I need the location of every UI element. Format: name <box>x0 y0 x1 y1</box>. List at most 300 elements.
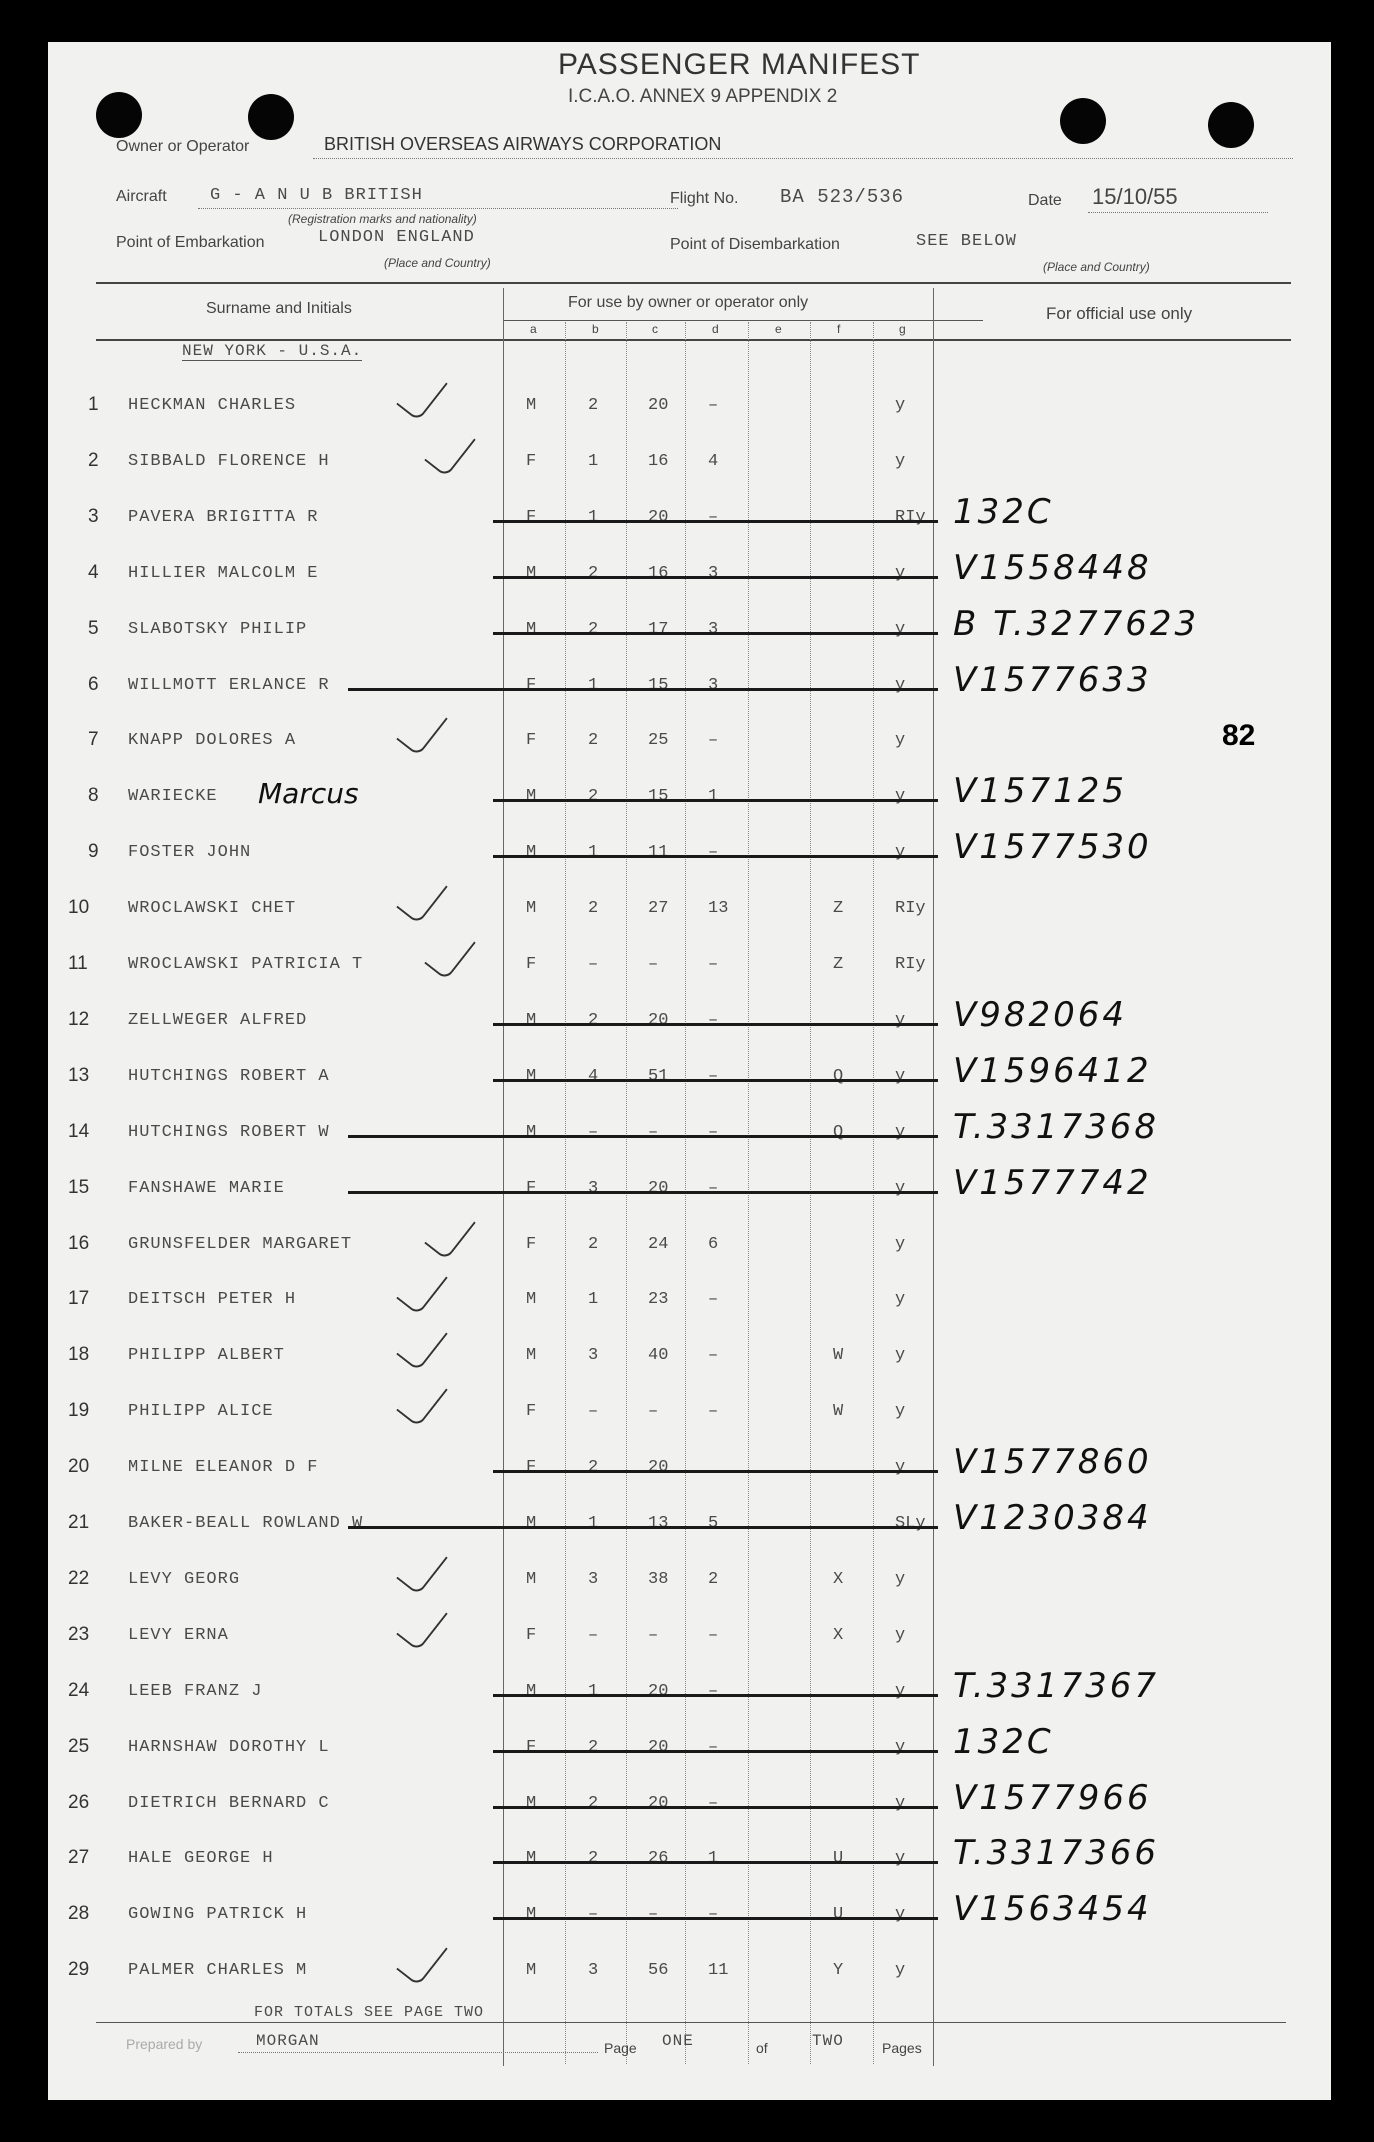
cell-b: – <box>588 955 599 974</box>
passenger-name: LEVY ERNA <box>128 1626 229 1645</box>
official-annotation: T.3317367 <box>953 1666 1159 1706</box>
check-mark <box>396 1372 448 1427</box>
cell-c: – <box>648 1905 659 1924</box>
row-number: 25 <box>68 1736 90 1757</box>
cell-b: 1 <box>588 1290 599 1309</box>
registration-note: (Registration marks and nationality) <box>288 212 477 226</box>
of-label: of <box>756 2040 768 2056</box>
cell-c: – <box>648 1402 659 1421</box>
cell-a: F <box>526 1235 537 1254</box>
cell-c: 25 <box>648 731 669 750</box>
cell-f: Z <box>833 955 844 974</box>
cell-f: X <box>833 1570 844 1589</box>
cell-b: 2 <box>588 1235 599 1254</box>
embark-value: LONDON ENGLAND <box>318 228 475 247</box>
cell-a: M <box>526 843 537 862</box>
cell-b: 2 <box>588 396 599 415</box>
row-number: 11 <box>68 953 88 974</box>
check-mark <box>424 925 476 980</box>
cell-b: – <box>588 1402 599 1421</box>
passenger-name: WARIECKE <box>128 787 218 806</box>
official-annotation: T.3317368 <box>953 1107 1159 1147</box>
check-mark <box>396 869 448 924</box>
owner-label: Owner or Operator <box>116 138 250 155</box>
row-number: 21 <box>68 1512 90 1533</box>
cell-a: M <box>526 1290 537 1309</box>
cell-f: Q <box>833 1067 844 1086</box>
cell-b: 2 <box>588 1794 599 1813</box>
cell-d: – <box>708 1011 719 1030</box>
cell-g: y <box>895 1849 906 1868</box>
cell-f: X <box>833 1626 844 1645</box>
cell-c: 26 <box>648 1849 669 1868</box>
check-mark <box>396 701 448 756</box>
passenger-name: ZELLWEGER ALFRED <box>128 1011 308 1030</box>
passenger-name: LEVY GEORG <box>128 1570 241 1589</box>
cell-g: y <box>895 676 906 695</box>
passenger-name: SLABOTSKY PHILIP <box>128 620 308 639</box>
cell-d: – <box>708 1067 719 1086</box>
row-number: 20 <box>68 1456 90 1477</box>
cell-a: M <box>526 1682 537 1701</box>
cell-g: y <box>895 1738 906 1757</box>
cell-g: y <box>895 1458 906 1477</box>
punch-hole-right-1 <box>1060 98 1106 144</box>
cell-c: 15 <box>648 787 669 806</box>
cell-f: Q <box>833 1123 844 1142</box>
official-annotation: V1577633 <box>953 660 1152 700</box>
cell-d: – <box>708 955 719 974</box>
row-number: 23 <box>68 1624 90 1645</box>
cell-b: 4 <box>588 1067 599 1086</box>
cell-f: U <box>833 1905 844 1924</box>
row-number: 8 <box>88 785 99 806</box>
strike-through-line <box>493 855 938 858</box>
cell-b: – <box>588 1123 599 1142</box>
aircraft-value: G - A N U B BRITISH <box>210 186 423 205</box>
official-annotation: V157125 <box>953 771 1128 811</box>
strike-through-line <box>493 1079 938 1082</box>
cell-g: y <box>895 1794 906 1813</box>
official-header: For official use only <box>1046 304 1193 323</box>
strike-through-line <box>493 1806 938 1809</box>
column-letter-a: a <box>530 322 537 336</box>
row-number: 9 <box>88 841 99 862</box>
cell-d: – <box>708 1290 719 1309</box>
cell-d: 3 <box>708 564 719 583</box>
cell-b: 2 <box>588 1458 599 1477</box>
row-number: 17 <box>68 1288 90 1309</box>
cell-g: RIy <box>895 899 926 918</box>
cell-c: 56 <box>648 1961 669 1980</box>
cell-d: – <box>708 731 719 750</box>
cell-a: M <box>526 1794 537 1813</box>
punch-hole-left-2 <box>248 94 294 140</box>
cell-d: 3 <box>708 676 719 695</box>
cell-d: – <box>708 396 719 415</box>
page-mark: 82 <box>1222 719 1256 752</box>
row-number: 15 <box>68 1177 90 1198</box>
cell-c: 15 <box>648 676 669 695</box>
cell-g: RIy <box>895 955 926 974</box>
date-value: 15/10/55 <box>1092 184 1178 209</box>
cell-a: M <box>526 1849 537 1868</box>
row-number: 7 <box>88 729 99 750</box>
cell-a: F <box>526 508 537 527</box>
disembark-note: (Place and Country) <box>1043 260 1150 274</box>
strike-through-line <box>493 1694 938 1697</box>
embark-label: Point of Embarkation <box>116 234 265 251</box>
row-number: 4 <box>88 562 99 583</box>
cell-c: 11 <box>648 843 669 862</box>
official-annotation: 132C <box>953 1722 1054 1762</box>
cell-a: M <box>526 1514 537 1533</box>
cell-d: – <box>708 508 719 527</box>
cell-c: 23 <box>648 1290 669 1309</box>
passenger-name: LEEB FRANZ J <box>128 1682 263 1701</box>
row-number: 6 <box>88 674 99 695</box>
cell-d: 1 <box>708 1849 719 1868</box>
cell-b: 1 <box>588 676 599 695</box>
cell-a: F <box>526 955 537 974</box>
column-letter-f: f <box>837 322 841 336</box>
passenger-name: PAVERA BRIGITTA R <box>128 508 319 527</box>
passenger-name: HUTCHINGS ROBERT W <box>128 1123 330 1142</box>
check-mark <box>396 1540 448 1595</box>
cell-d: 11 <box>708 1961 729 1980</box>
cell-g: y <box>895 1179 906 1198</box>
passenger-name: PHILIPP ALICE <box>128 1402 274 1421</box>
cell-g: y <box>895 1626 906 1645</box>
flight-value: BA 523/536 <box>780 186 905 208</box>
cell-b: 3 <box>588 1346 599 1365</box>
punch-hole-left-1 <box>96 92 142 138</box>
manifest-sheet <box>48 42 1331 2100</box>
page-label: Page <box>604 2040 637 2056</box>
passenger-name: FANSHAWE MARIE <box>128 1179 285 1198</box>
cell-g: y <box>895 1290 906 1309</box>
cell-a: M <box>526 899 537 918</box>
official-annotation: 132C <box>953 492 1054 532</box>
cell-a: F <box>526 1626 537 1645</box>
strike-through-line <box>493 799 938 802</box>
column-letter-b: b <box>592 322 599 336</box>
strike-through-line <box>493 1861 938 1864</box>
check-mark <box>424 1205 476 1260</box>
cell-b: 2 <box>588 564 599 583</box>
cell-a: M <box>526 1570 537 1589</box>
cell-a: F <box>526 676 537 695</box>
cell-b: 3 <box>588 1179 599 1198</box>
official-annotation: V1563454 <box>953 1889 1152 1929</box>
disembark-value: SEE BELOW <box>916 232 1017 251</box>
cell-c: 20 <box>648 1011 669 1030</box>
passenger-name: WROCLAWSKI CHET <box>128 899 297 918</box>
row-number: 22 <box>68 1568 90 1589</box>
cell-b: 1 <box>588 452 599 471</box>
official-annotation: V1230384 <box>953 1498 1152 1538</box>
cell-g: SLy <box>895 1514 926 1533</box>
cell-c: 16 <box>648 452 669 471</box>
cell-g: y <box>895 1067 906 1086</box>
cell-d: 5 <box>708 1514 719 1533</box>
cell-g: y <box>895 620 906 639</box>
cell-a: F <box>526 1402 537 1421</box>
check-mark <box>396 1260 448 1315</box>
cell-c: 40 <box>648 1346 669 1365</box>
cell-a: M <box>526 787 537 806</box>
passenger-name: HILLIER MALCOLM E <box>128 564 319 583</box>
cell-c: 24 <box>648 1235 669 1254</box>
row-number: 19 <box>68 1400 90 1421</box>
official-annotation: V1577860 <box>953 1442 1152 1482</box>
check-mark <box>396 1316 448 1371</box>
cell-a: M <box>526 396 537 415</box>
passenger-name: WROCLAWSKI PATRICIA T <box>128 955 364 974</box>
strike-through-line <box>493 1750 938 1753</box>
cell-b: 3 <box>588 1961 599 1980</box>
cell-b: 2 <box>588 620 599 639</box>
cell-g: y <box>895 1011 906 1030</box>
punch-hole-right-2 <box>1208 102 1254 148</box>
cell-c: 20 <box>648 1458 669 1477</box>
cell-b: 2 <box>588 787 599 806</box>
cell-c: 51 <box>648 1067 669 1086</box>
cell-g: y <box>895 1961 906 1980</box>
column-letter-d: d <box>712 322 719 336</box>
cell-c: 20 <box>648 1682 669 1701</box>
strike-through-line <box>348 1135 938 1138</box>
cell-c: – <box>648 1123 659 1142</box>
passenger-name: FOSTER JOHN <box>128 843 252 862</box>
cell-a: F <box>526 1738 537 1757</box>
cell-d: – <box>708 1179 719 1198</box>
pages-label: Pages <box>882 2040 922 2056</box>
passenger-name: MILNE ELEANOR D F <box>128 1458 319 1477</box>
cell-g: y <box>895 787 906 806</box>
row-number: 10 <box>68 897 90 918</box>
passenger-name: HARNSHAW DOROTHY L <box>128 1738 330 1757</box>
cell-b: 1 <box>588 1682 599 1701</box>
passenger-name: DEITSCH PETER H <box>128 1290 297 1309</box>
strike-through-line <box>493 1470 938 1473</box>
strike-through-line <box>493 576 938 579</box>
row-number: 29 <box>68 1959 90 1980</box>
cell-c: 13 <box>648 1514 669 1533</box>
cell-f: U <box>833 1849 844 1868</box>
passenger-name: GRUNSFELDER MARGARET <box>128 1235 353 1254</box>
cell-b: 3 <box>588 1570 599 1589</box>
passenger-name: GOWING PATRICK H <box>128 1905 308 1924</box>
official-annotation: V1577530 <box>953 827 1152 867</box>
cell-c: 20 <box>648 1179 669 1198</box>
cell-d: 6 <box>708 1235 719 1254</box>
strike-through-line <box>493 520 938 523</box>
passenger-name: SIBBALD FLORENCE H <box>128 452 330 471</box>
check-mark <box>396 1931 448 1986</box>
cell-a: M <box>526 1067 537 1086</box>
cell-b: 1 <box>588 1514 599 1533</box>
cell-c: 38 <box>648 1570 669 1589</box>
strike-through-line <box>493 632 938 635</box>
row-number: 12 <box>68 1009 90 1030</box>
cell-d: – <box>708 1682 719 1701</box>
row-number: 18 <box>68 1344 90 1365</box>
official-annotation: V1577966 <box>953 1778 1152 1818</box>
cell-g: y <box>895 1346 906 1365</box>
cell-d: 2 <box>708 1570 719 1589</box>
cell-c: 20 <box>648 396 669 415</box>
row-number: 14 <box>68 1121 90 1142</box>
cell-d: – <box>708 843 719 862</box>
row-number: 13 <box>68 1065 90 1086</box>
strike-through-line <box>493 1023 938 1026</box>
cell-c: 27 <box>648 899 669 918</box>
cell-a: M <box>526 1011 537 1030</box>
official-annotation: V1596412 <box>953 1051 1152 1091</box>
passenger-name: PALMER CHARLES M <box>128 1961 308 1980</box>
cell-d: – <box>708 1402 719 1421</box>
cell-b: 2 <box>588 731 599 750</box>
cell-d: – <box>708 1626 719 1645</box>
cell-a: F <box>526 1458 537 1477</box>
cell-c: 17 <box>648 620 669 639</box>
column-letter-e: e <box>775 322 782 336</box>
cell-c: 16 <box>648 564 669 583</box>
passenger-name: HECKMAN CHARLES <box>128 396 297 415</box>
column-letter-g: g <box>899 322 906 336</box>
date-label: Date <box>1028 192 1062 209</box>
column-letter-c: c <box>652 322 658 336</box>
row-number: 16 <box>68 1233 90 1254</box>
cell-d: – <box>708 1346 719 1365</box>
cell-g: y <box>895 452 906 471</box>
check-mark <box>396 1596 448 1651</box>
surname-header: Surname and Initials <box>206 300 352 317</box>
row-number: 5 <box>88 618 99 639</box>
embark-note: (Place and Country) <box>384 256 491 270</box>
passenger-name: HUTCHINGS ROBERT A <box>128 1067 330 1086</box>
row-number: 24 <box>68 1680 90 1701</box>
cell-c: – <box>648 1626 659 1645</box>
cell-a: M <box>526 1961 537 1980</box>
strike-through-line <box>348 688 938 691</box>
cell-g: y <box>895 1235 906 1254</box>
cell-d: 4 <box>708 452 719 471</box>
check-mark <box>396 366 448 421</box>
page-value: ONE <box>662 2032 694 2050</box>
passenger-name: KNAPP DOLORES A <box>128 731 297 750</box>
cell-a: M <box>526 1905 537 1924</box>
cell-b: 2 <box>588 1011 599 1030</box>
cell-a: M <box>526 620 537 639</box>
cell-a: M <box>526 1346 537 1365</box>
prepared-value: MORGAN <box>256 2032 320 2050</box>
strike-through-line <box>348 1526 938 1529</box>
cell-d: 13 <box>708 899 729 918</box>
cell-g: y <box>895 396 906 415</box>
cell-b: 1 <box>588 843 599 862</box>
section-destination: NEW YORK - U.S.A. <box>182 342 363 360</box>
handwritten-first-name: Marcus <box>258 777 359 810</box>
cell-g: y <box>895 1123 906 1142</box>
cell-g: y <box>895 564 906 583</box>
cell-b: – <box>588 1905 599 1924</box>
cell-a: F <box>526 452 537 471</box>
manifest-title: PASSENGER MANIFEST <box>558 48 921 81</box>
row-number: 28 <box>68 1903 90 1924</box>
passenger-name: PHILIPP ALBERT <box>128 1346 285 1365</box>
cell-c: – <box>648 955 659 974</box>
disembark-label: Point of Disembarkation <box>670 236 840 253</box>
owner-use-header: For use by owner or operator only <box>568 294 809 311</box>
cell-d: – <box>708 1738 719 1757</box>
manifest-subtitle: I.C.A.O. ANNEX 9 APPENDIX 2 <box>568 86 838 107</box>
cell-d: 1 <box>708 787 719 806</box>
passenger-name: DIETRICH BERNARD C <box>128 1794 330 1813</box>
cell-a: M <box>526 564 537 583</box>
passenger-name: HALE GEORGE H <box>128 1849 274 1868</box>
official-annotation: V982064 <box>953 995 1128 1035</box>
cell-g: y <box>895 1570 906 1589</box>
flight-label: Flight No. <box>670 190 739 207</box>
cell-b: – <box>588 1626 599 1645</box>
aircraft-label: Aircraft <box>116 188 167 205</box>
row-number: 2 <box>88 450 99 471</box>
cell-b: 1 <box>588 508 599 527</box>
cell-f: Z <box>833 899 844 918</box>
cell-f: Y <box>833 1961 844 1980</box>
cell-g: y <box>895 1402 906 1421</box>
official-annotation: T.3317366 <box>953 1833 1159 1873</box>
cell-b: 2 <box>588 1738 599 1757</box>
cell-b: 2 <box>588 1849 599 1868</box>
cell-g: y <box>895 843 906 862</box>
row-number: 26 <box>68 1792 90 1813</box>
row-number: 27 <box>68 1847 90 1868</box>
owner-value: BRITISH OVERSEAS AIRWAYS CORPORATION <box>324 134 722 154</box>
row-number: 3 <box>88 506 99 527</box>
passenger-name: BAKER-BEALL ROWLAND W <box>128 1514 364 1533</box>
cell-c: 20 <box>648 508 669 527</box>
strike-through-line <box>348 1191 938 1194</box>
check-mark <box>424 422 476 477</box>
cell-d: 3 <box>708 620 719 639</box>
official-annotation: V1577742 <box>953 1163 1152 1203</box>
cell-c: 20 <box>648 1738 669 1757</box>
cell-b: 2 <box>588 899 599 918</box>
official-annotation: B T.3277623 <box>953 604 1200 644</box>
cell-g: y <box>895 1682 906 1701</box>
cell-g: y <box>895 731 906 750</box>
passenger-name: WILLMOTT ERLANCE R <box>128 676 330 695</box>
cell-g: RIy <box>895 508 926 527</box>
cell-a: F <box>526 731 537 750</box>
strike-through-line <box>493 1917 938 1920</box>
cell-f: W <box>833 1346 844 1365</box>
cell-f: W <box>833 1402 844 1421</box>
cell-c: 20 <box>648 1794 669 1813</box>
cell-d: – <box>708 1123 719 1142</box>
official-annotation: V1558448 <box>953 548 1152 588</box>
row-number: 1 <box>88 394 99 415</box>
cell-d: – <box>708 1794 719 1813</box>
prepared-label: Prepared by <box>126 2036 203 2052</box>
totals-note: FOR TOTALS SEE PAGE TWO <box>254 2004 485 2021</box>
of-value: TWO <box>812 2032 844 2050</box>
cell-a: F <box>526 1179 537 1198</box>
cell-d: – <box>708 1905 719 1924</box>
